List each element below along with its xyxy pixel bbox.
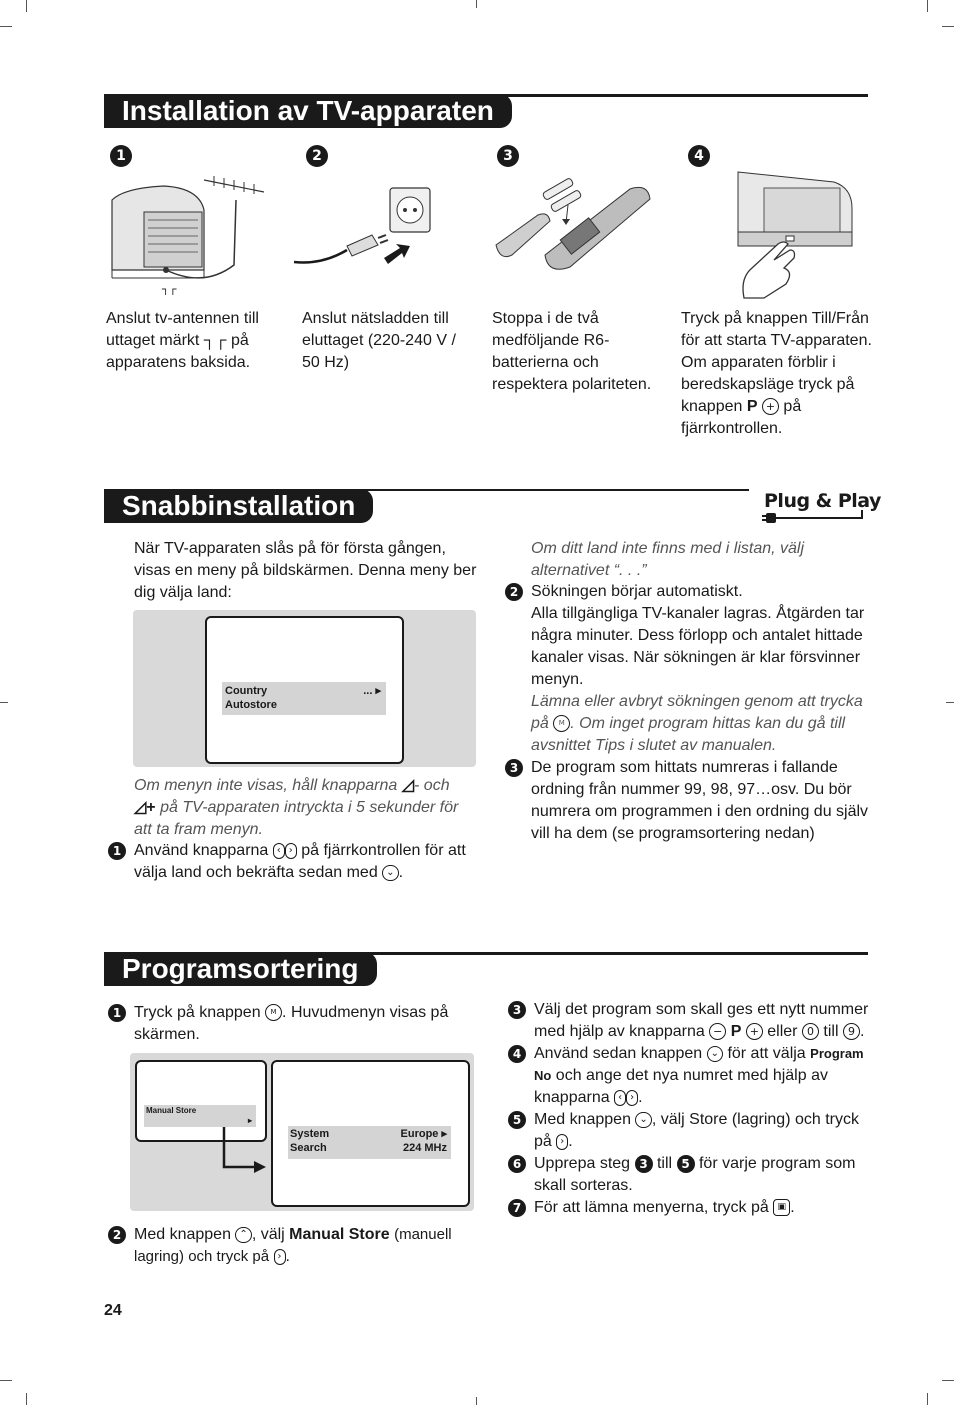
sort-step-5-b: , välj Store (lagring) och tryck på [534,1111,859,1150]
sort-step-5: 5 Med knappen ⌄ , välj Store (lagring) och tryck på › . [508,1109,878,1153]
digit-9-button-icon: 9 [843,1023,860,1040]
svg-text:┐┌: ┐┌ [162,282,177,295]
antenna-symbol-icon: ┐┌ [203,332,227,349]
down-arrow-button-icon: ⌄ [635,1112,651,1128]
step-number-2: 2 [505,583,523,601]
step-ref-3: 3 [635,1155,653,1173]
sort-step-6-b: till [656,1155,673,1172]
key-p-label: P [730,1023,742,1040]
step-badge-1: 1 [110,145,132,167]
manual-store-label: Manual Store [289,1226,390,1243]
down-arrow-button-icon: ⌄ [707,1046,723,1062]
digit-0-button-icon: 0 [802,1023,819,1040]
crop-mark [946,702,954,703]
volume-icon: ◿ [401,777,415,794]
install-step-4-text-a: Tryck på knappen Till/Från för att starta TV-apparaten. Om apparaten förblir i beredskapsläge tryck på knappen [681,310,872,415]
crop-mark [0,26,12,27]
quick-step-1-a: Använd knapparna [134,842,269,859]
sort-step-2-a: Med knappen [134,1226,231,1243]
step-number-7: 7 [508,1199,526,1217]
step-badge-2: 2 [306,145,328,167]
step-number-3: 3 [505,759,523,777]
sort-step-6 [508,1153,878,1197]
sort-step-7: 7 För att lämna menyerna, tryck på ▣ . [508,1197,878,1219]
step-number-4: 4 [508,1045,526,1063]
manual-store-submenu-bar [288,1126,451,1159]
install-step-1-text [106,308,282,374]
sort-step-4-c: och ange det nya numret med hjälp av knapparna [534,1067,828,1106]
sort-step-1-b: . Huvudmenyn visas på skärmen. [134,1004,449,1043]
down-arrow-button-icon: ⌄ [382,865,398,881]
install-step-2-text: Anslut nätsladden till eluttaget (220-240 V / 50 Hz) [302,310,456,371]
menu-item-system: System [290,1128,330,1140]
left-arrow-button-icon: ‹ [273,843,285,859]
tv-power-button-illustration [734,168,856,300]
sort-step-3-b: eller [767,1023,798,1040]
install-step-4-text-b: på fjärrkontrollen. [681,398,802,437]
sort-step-6-c: för varje program som skall sorteras. [534,1155,856,1194]
right-arrow-button-icon: › [556,1134,568,1150]
crop-mark [927,0,928,12]
section-title-installation: Installation av TV-apparaten [104,94,512,128]
crop-mark [942,26,954,27]
right-arrow-button-icon: › [274,1249,286,1265]
step-number-1: 1 [108,1004,126,1022]
key-p-label: P [746,398,758,415]
crop-mark [476,0,477,8]
quick-step-2-body: Alla tillgängliga TV-kanaler lagras. Åtgärden tar några minuter. Dess förlopp och antalet hittade kanaler visas. När sökningen är klar försvinner menyn. [531,605,865,688]
sort-step-4: 4 Använd sedan knappen ⌄ för att välja Program No och ange det nya numret med hjälp av knapparna ‹ › . [508,1043,878,1109]
right-arrow-button-icon: › [285,843,297,859]
install-step-1-text-b: på apparatens baksida. [106,332,251,371]
power-plug-illustration [292,180,442,275]
sort-step-7-text: För att lämna menyerna, tryck på [534,1199,769,1216]
crop-mark [476,1397,477,1405]
quick-note-b: på TV-apparaten intryckta i 5 sekunder för att ta fram menyn. [134,799,459,838]
crop-mark [26,0,27,12]
install-step-1-text-a: Anslut tv-antennen till uttaget märkt [106,310,259,349]
sort-step-3-c: till [823,1023,839,1040]
minus-button-icon: − [709,1023,726,1040]
crop-mark [927,1393,928,1405]
sort-step-1-a: Tryck på knappen [134,1004,261,1021]
left-arrow-button-icon: ‹ [614,1090,626,1106]
sort-step-4-a: Använd sedan knappen [534,1045,703,1062]
menu-item-system-value: Europe ▸ [400,1128,447,1140]
quick-step-2-note-a: Lämna eller avbryt sökningen genom att trycka på [531,693,863,732]
menu-item-search-value: 224 MHz [402,1142,447,1154]
step-ref-5: 5 [677,1155,695,1173]
plus-button-icon: + [762,398,779,415]
volume-plus-icon: ◿+ [134,799,156,816]
sort-step-2: 2 Med knappen ⌃ , välj Manual Store (manuell lagring) och tryck på › . [108,1224,478,1268]
menu-item-autostore: Autostore [225,699,277,711]
sort-step-5-a: Med knappen [534,1111,631,1128]
step-number-3: 3 [508,1001,526,1019]
quick-step-2-note-b: . Om inget program hittas kan du gå till avsnittet Tips i slutet av manualen. [531,715,846,754]
menu-item-manual-store: Manual Store [146,1106,197,1115]
right-arrow-button-icon: › [626,1090,638,1106]
plug-and-play-logo: Plug & Play [764,490,881,512]
step-badge-3: 3 [497,145,519,167]
menu-item-country-value: ... ▸ [363,685,381,697]
step-number-1: 1 [108,842,126,860]
section-title-programsortering: Programsortering [104,952,377,986]
install-step-4-text [681,308,881,440]
sort-steps-right [508,999,878,1219]
remote-batteries-illustration [490,175,660,275]
program-no-label: Program No [534,1046,864,1083]
country-menu-bar [222,682,386,715]
quick-step-1-b: på fjärrkontrollen för att välja land och bekräfta sedan med [134,842,466,881]
quick-step-2-head: Sökningen börjar automatiskt. [531,583,743,600]
manual-store-bar [144,1105,256,1127]
menu-item-country: Country [225,685,268,697]
install-step-3-text: Stoppa i de två medföljande R6-batterierna och respektera polariteten. [492,310,652,393]
section-title-snabbinstallation: Snabbinstallation [104,489,373,523]
sort-step-3-a: Välj det program som skall ges ett nytt nummer med hjälp av knapparna [534,1001,869,1040]
step-number-2: 2 [108,1226,126,1244]
menu-button-icon: M [553,715,570,732]
crop-mark [0,702,8,703]
sort-step-2-c: (manuell lagring) och tryck på [134,1226,452,1265]
up-arrow-button-icon: ⌃ [235,1227,251,1243]
step-number-6: 6 [508,1155,526,1173]
sort-step-2-b: , välj [251,1226,285,1243]
sort-step-3: 3 Välj det program som skall ges ett nytt nummer med hjälp av knapparna − P + eller 0 till 9 . [508,999,878,1043]
crop-mark [0,1380,12,1381]
menu-arrow-icon: ▸ [247,1116,252,1125]
quick-note-a: Om menyn inte visas, håll knapparna [134,777,398,794]
tv-exit-button-icon: ▣ [773,1199,790,1216]
menu-item-search: Search [290,1142,327,1154]
step-number-5: 5 [508,1111,526,1129]
quick-step-1: 1 Använd knapparna ‹ › på fjärrkontrollen för att välja land och bekräfta sedan med ⌄ . [108,840,478,884]
quick-step-3-text: De program som hittats numreras i fallande ordning från nummer 99, 98, 97…osv. Du bör numrera om programmen i den ordning du själv vill ha dem (se programsortering nedan) [531,759,869,842]
quick-right-note: Om ditt land inte finns med i listan, välj alternativet “. . .” [531,540,805,579]
sort-step-6-a: Upprepa steg [534,1155,631,1172]
quick-note [134,775,474,841]
plus-button-icon: + [746,1023,763,1040]
quick-note-minus: - och [414,777,450,794]
quick-step-3 [505,757,877,845]
sort-step-1 [108,1002,478,1046]
quick-step-2-note [531,691,877,757]
submenu-arrow-icon [220,1127,272,1173]
tv-antenna-illustration [104,170,274,295]
step-badge-4: 4 [688,145,710,167]
menu-button-icon: M [265,1004,282,1021]
quick-intro: När TV-apparaten slås på för första gången, visas en meny på bildskärmen. Denna meny ber dig välja land: [134,540,477,601]
page-number: 24 [104,1302,122,1319]
quick-step-2 [505,581,877,757]
crop-mark [26,1393,27,1405]
plug-icon [762,508,866,528]
sort-step-4-b: för att välja [727,1045,806,1062]
crop-mark [942,1380,954,1381]
